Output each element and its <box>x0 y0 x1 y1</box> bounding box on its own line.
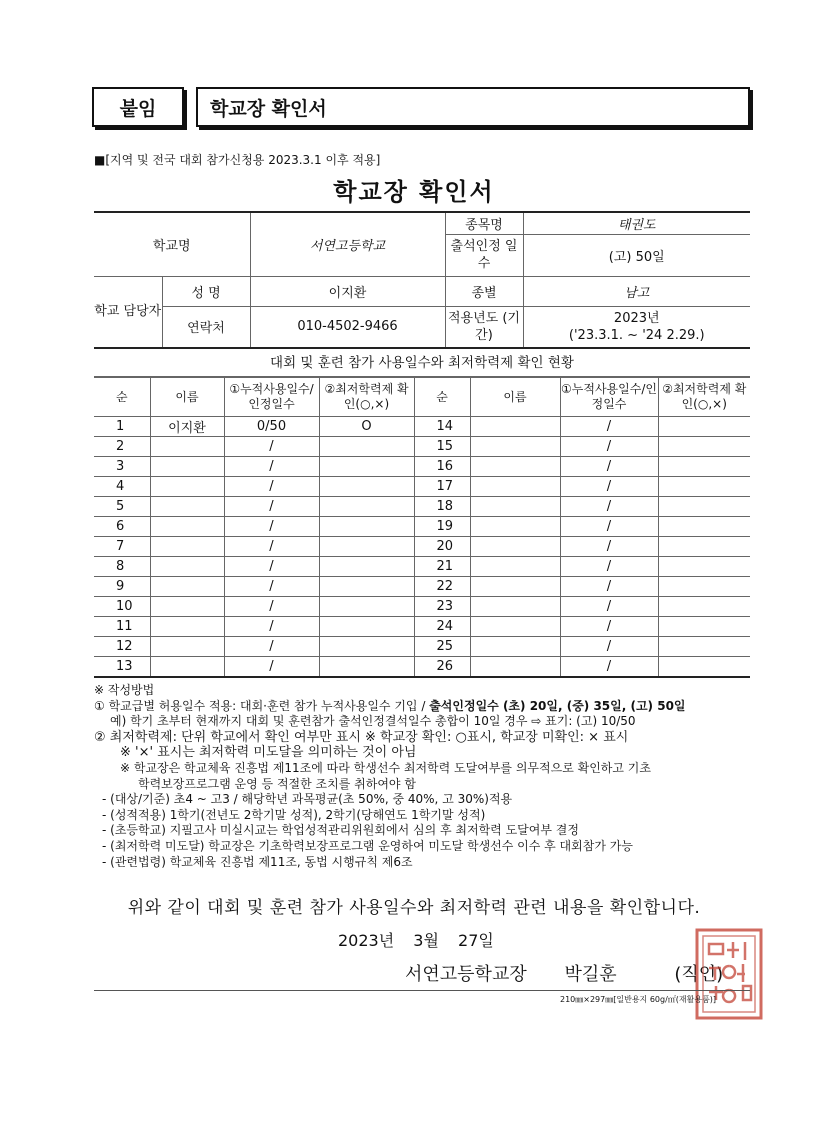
table-cell <box>319 637 414 657</box>
table-cell: / <box>224 657 319 678</box>
table-cell <box>150 437 224 457</box>
divider <box>94 990 750 991</box>
year-value: 2023년 <box>613 310 660 326</box>
column-header: 순 <box>414 378 470 417</box>
note-2: ② 최저학력제: 단위 학교에서 확인 여부만 표시 ※ 학교장 확인: ○표시, 학교장 미확인: × 표시 <box>94 729 629 745</box>
table-cell <box>658 477 750 497</box>
table-cell: 15 <box>414 437 470 457</box>
gender-label: 종별 <box>445 276 523 306</box>
writing-instructions <box>94 683 774 870</box>
table-row <box>94 537 750 557</box>
header-title: 학교장 확인서 <box>196 87 750 127</box>
table-cell: / <box>224 557 319 577</box>
table-cell: / <box>224 577 319 597</box>
table-cell: / <box>224 477 319 497</box>
detail-5: - (관련법령) 학교체육 진흥법 제11조, 동법 시행규칙 제6조 <box>102 854 413 869</box>
detail-1: - (대상/기준) 초4 ~ 고3 / 해당학년 과목평균(초 50%, 중 40%, 고 30%)적용 <box>102 792 513 807</box>
table-cell: 8 <box>94 557 150 577</box>
table-cell <box>470 597 560 617</box>
year-label: 적용년도 (기간) <box>445 306 523 348</box>
table-cell: / <box>560 417 658 437</box>
table-cell: 12 <box>94 637 150 657</box>
manager-name-value: 이지환 <box>250 276 445 306</box>
column-header: ①누적사용일수/인정일수 <box>224 378 319 417</box>
table-cell: O <box>319 417 414 437</box>
table-cell: / <box>560 657 658 678</box>
table-cell <box>658 537 750 557</box>
attendance-table <box>94 377 750 678</box>
contact-label: 연락처 <box>162 306 250 348</box>
seal-label: (직인) <box>674 964 724 985</box>
table-cell <box>319 577 414 597</box>
table-cell: 23 <box>414 597 470 617</box>
issue-date <box>338 928 494 951</box>
table-cell <box>319 497 414 517</box>
table-cell <box>470 557 560 577</box>
detail-4: - (최저학력 미도달) 학교장은 기초학력보장프로그램 운영하여 미도달 학생선수 이수 후 대회참가 가능 <box>102 838 633 853</box>
table-cell: / <box>560 457 658 477</box>
table-row <box>94 417 750 437</box>
table-cell: 18 <box>414 497 470 517</box>
table-cell: 이지환 <box>150 417 224 437</box>
detail-3: - (초등학교) 지필고사 미실시교는 학업성적관리위원회에서 심의 후 최저학력 도달여부 결정 <box>102 823 579 838</box>
gender-value: 남고 <box>523 276 750 306</box>
note-4-cont: 학력보장프로그램 운영 등 적절한 조치를 취하여야 함 <box>138 776 416 791</box>
table-cell <box>150 517 224 537</box>
table-cell <box>470 497 560 517</box>
table-cell: 14 <box>414 417 470 437</box>
table-cell <box>319 557 414 577</box>
table-cell: / <box>224 617 319 637</box>
table-cell: / <box>560 577 658 597</box>
note-3: ※ '×' 표시는 최저학력 미도달을 의미하는 것이 아님 <box>120 745 417 761</box>
table-cell <box>470 437 560 457</box>
table-cell <box>150 637 224 657</box>
column-header: ①누적사용일수/인정일수 <box>560 378 658 417</box>
table-cell: / <box>224 597 319 617</box>
table-cell: 11 <box>94 617 150 637</box>
table-cell: 16 <box>414 457 470 477</box>
date-month: 3월 <box>413 931 439 950</box>
table-row <box>94 637 750 657</box>
table-cell: 4 <box>94 477 150 497</box>
table-cell <box>150 657 224 678</box>
table-cell <box>150 597 224 617</box>
column-header: ②최저학력제 확인(○,×) <box>319 378 414 417</box>
table-cell <box>150 577 224 597</box>
table-cell <box>319 437 414 457</box>
table-cell: 7 <box>94 537 150 557</box>
table-cell: / <box>560 497 658 517</box>
table-cell: / <box>560 617 658 637</box>
signer-title: 서연고등학교장 <box>405 964 527 985</box>
table-cell: / <box>224 457 319 477</box>
date-year: 2023년 <box>338 931 395 950</box>
table-row <box>94 437 750 457</box>
table-cell: / <box>560 537 658 557</box>
table-row <box>94 557 750 577</box>
info-table <box>94 211 750 349</box>
attendance-title: 대회 및 훈련 참가 사용일수와 최저학력제 확인 현황 <box>94 350 750 377</box>
column-header: 순 <box>94 378 150 417</box>
scope-note: ■[지역 및 전국 대회 참가신청용 2023.3.1 이후 적용] <box>94 153 381 167</box>
table-cell: 22 <box>414 577 470 597</box>
table-cell: 26 <box>414 657 470 678</box>
table-cell <box>470 657 560 678</box>
table-cell <box>470 617 560 637</box>
table-cell <box>150 497 224 517</box>
note-1-text: ① 학교급별 허용일수 적용: 대회·훈련 참가 누적사용일수 기입 / <box>94 698 426 713</box>
table-row <box>94 597 750 617</box>
table-cell <box>470 517 560 537</box>
table-row <box>94 617 750 637</box>
notes-heading: ※ 작성방법 <box>94 683 155 697</box>
signer-name: 박길훈 <box>564 964 617 985</box>
table-cell <box>150 537 224 557</box>
school-name-label: 학교명 <box>94 212 250 276</box>
table-row <box>94 497 750 517</box>
year-period: ('23.3.1. ~ '24 2.29.) <box>568 327 705 343</box>
table-cell <box>658 557 750 577</box>
attendance-days-label: 출석인정 일수 <box>445 234 523 276</box>
note-4: ※ 학교장은 학교체육 진흥법 제11조에 따라 학생선수 최저학력 도달여부를 의무적으로 확인하고 기초 <box>120 760 651 775</box>
column-header: 이름 <box>150 378 224 417</box>
table-row <box>94 577 750 597</box>
attachment-label: 붙임 <box>92 87 184 127</box>
attendance-days-value: (고) 50일 <box>523 234 750 276</box>
table-cell: / <box>224 497 319 517</box>
table-cell: 0/50 <box>224 417 319 437</box>
table-cell <box>658 637 750 657</box>
table-cell <box>470 537 560 557</box>
attendance-header-row <box>94 378 750 417</box>
table-cell: 9 <box>94 577 150 597</box>
table-cell: / <box>224 437 319 457</box>
table-cell: 21 <box>414 557 470 577</box>
table-cell: / <box>560 437 658 457</box>
event-value: 태권도 <box>523 212 750 234</box>
table-cell <box>470 477 560 497</box>
table-cell: / <box>224 637 319 657</box>
table-cell: 6 <box>94 517 150 537</box>
table-cell <box>319 517 414 537</box>
date-day: 27일 <box>458 931 494 950</box>
table-cell: / <box>224 517 319 537</box>
paper-spec: 210㎜×297㎜[일반용지 60g/㎡(재활용품)] <box>560 995 717 1004</box>
table-cell <box>658 617 750 637</box>
table-cell: / <box>560 477 658 497</box>
event-label: 종목명 <box>445 212 523 234</box>
table-row <box>94 477 750 497</box>
table-cell <box>150 557 224 577</box>
table-cell: 17 <box>414 477 470 497</box>
year-cell <box>523 306 750 348</box>
table-cell: / <box>224 537 319 557</box>
table-row <box>94 457 750 477</box>
table-cell <box>658 417 750 437</box>
table-cell <box>150 617 224 637</box>
manager-name-label: 성 명 <box>162 276 250 306</box>
table-cell <box>150 457 224 477</box>
school-name-value: 서연고등학교 <box>250 212 445 276</box>
table-cell: 24 <box>414 617 470 637</box>
manager-label: 학교 담당자 <box>94 276 162 348</box>
detail-2: - (성적적용) 1학기(전년도 2학기말 성적), 2학기(당해연도 1학기말 성적) <box>102 807 486 822</box>
table-cell <box>319 537 414 557</box>
document-title: 학교장 확인서 <box>333 178 495 206</box>
table-cell: 1 <box>94 417 150 437</box>
table-cell <box>319 657 414 678</box>
table-cell <box>319 617 414 637</box>
column-header: ②최저학력제 확인(○,×) <box>658 378 750 417</box>
table-cell: / <box>560 557 658 577</box>
table-cell <box>150 477 224 497</box>
note-1-bold: 출석인정일수 (초) 20일, (중) 35일, (고) 50일 <box>429 698 686 713</box>
table-cell <box>319 597 414 617</box>
table-cell <box>319 457 414 477</box>
contact-value: 010-4502-9466 <box>250 306 445 348</box>
table-cell <box>658 517 750 537</box>
table-cell: 13 <box>94 657 150 678</box>
table-cell <box>658 457 750 477</box>
table-cell: / <box>560 597 658 617</box>
table-cell <box>658 437 750 457</box>
confirmation-text: 위와 같이 대회 및 훈련 참가 사용일수와 최저학력 관련 내용을 확인합니다. <box>127 898 701 918</box>
table-cell: 3 <box>94 457 150 477</box>
official-seal-stamp <box>693 926 765 1022</box>
table-cell <box>470 637 560 657</box>
note-1-example: 예) 학기 초부터 현재까지 대회 및 훈련참가 출석인정결석일수 총합이 10일 경우 ⇨ 표기: (고) 10/50 <box>110 714 636 729</box>
table-cell: 25 <box>414 637 470 657</box>
table-cell <box>658 597 750 617</box>
table-cell: 2 <box>94 437 150 457</box>
table-cell: 19 <box>414 517 470 537</box>
table-cell: 5 <box>94 497 150 517</box>
table-row <box>94 517 750 537</box>
table-cell: 20 <box>414 537 470 557</box>
note-1 <box>94 699 774 715</box>
column-header: 이름 <box>470 378 560 417</box>
table-cell <box>658 497 750 517</box>
table-cell <box>319 477 414 497</box>
table-cell <box>658 657 750 678</box>
table-cell: / <box>560 517 658 537</box>
table-cell: 10 <box>94 597 150 617</box>
table-row <box>94 657 750 678</box>
table-cell <box>470 457 560 477</box>
table-cell <box>658 577 750 597</box>
table-cell <box>470 417 560 437</box>
table-cell: / <box>560 637 658 657</box>
table-cell <box>470 577 560 597</box>
